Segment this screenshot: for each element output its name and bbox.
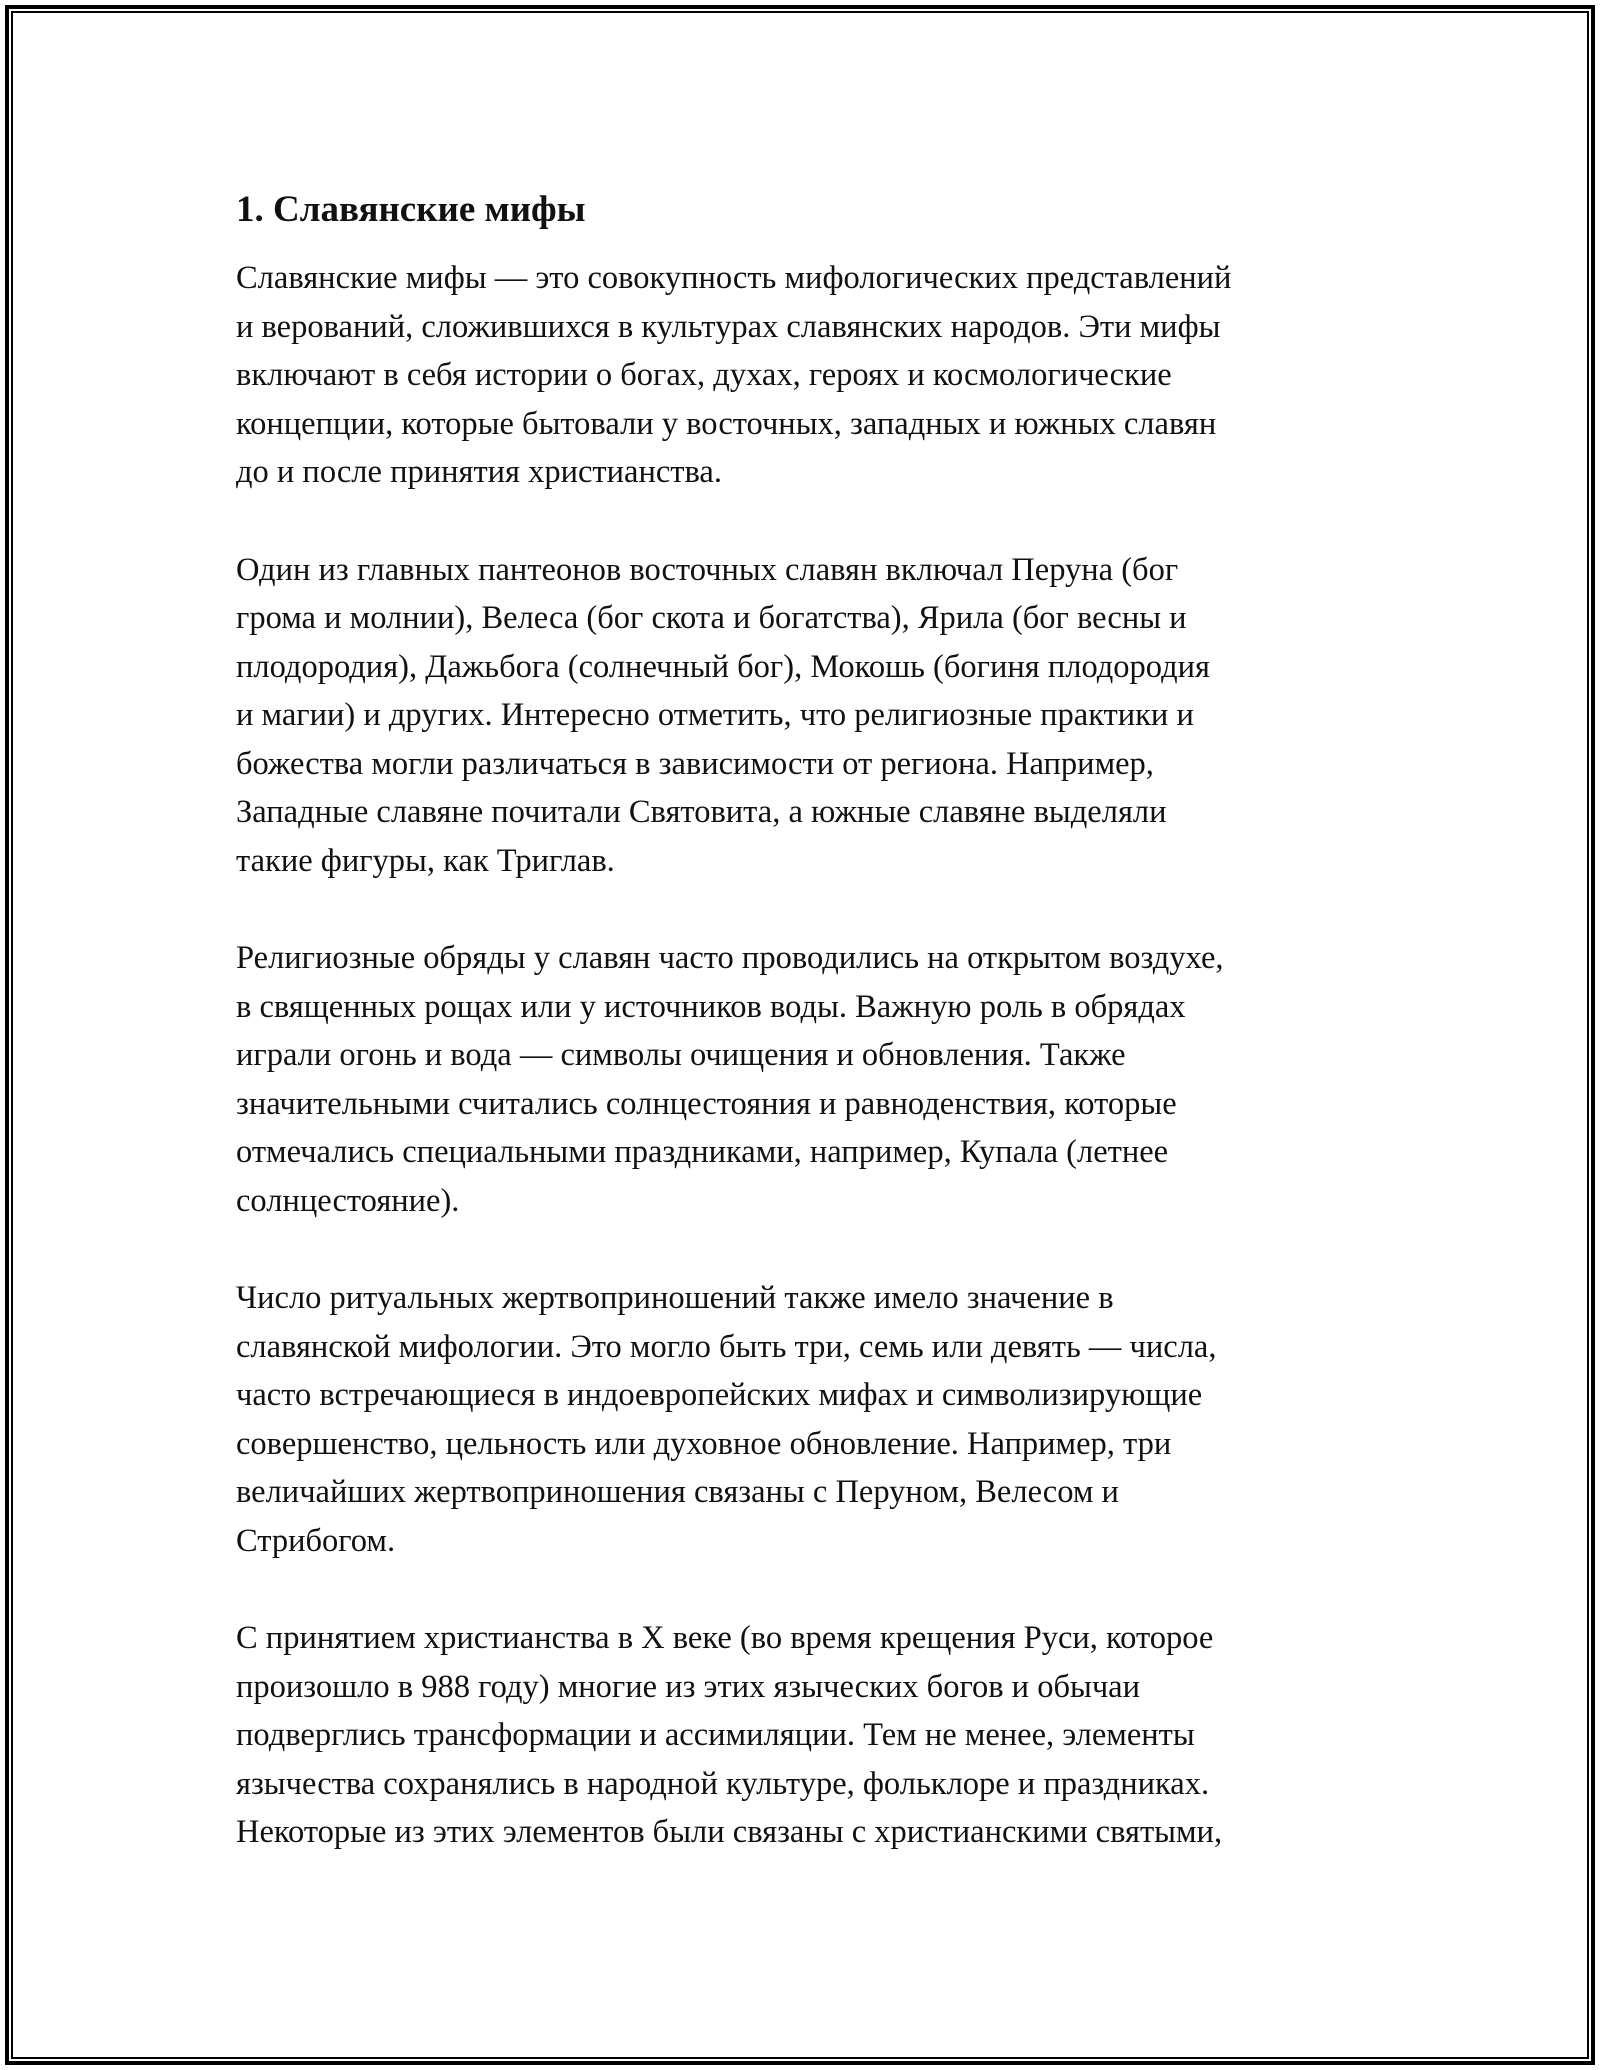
document-body (236, 186, 1376, 1906)
text-line: солнцестояние). (236, 1182, 460, 1219)
text-line: Религиозные обряды у славян часто проводились на открытом воздухе, (236, 940, 1224, 976)
text-line: Стрибогом. (236, 1522, 396, 1559)
text-line: значительными считались солнцестояния и равноденствия, которые (236, 1085, 1177, 1122)
text-line: и верований, сложившихся в культурах славянских народов. Эти мифы (236, 308, 1221, 345)
text-line: Число ритуальных жертвоприношений также имело значение в (236, 1280, 1114, 1316)
text-line: Один из главных пантеонов восточных славян включал Перуна (бог (236, 551, 1179, 588)
section-title: 1. Славянские мифы (236, 189, 586, 230)
text-line: грома и молнии), Велеса (бог скота и богатства), Ярила (бог весны и (236, 600, 1187, 636)
text-line: язычества сохранялись в народной культуре, фольклоре и праздниках. (236, 1765, 1210, 1802)
text-line: Славянские мифы — это совокупность мифологических представлений (236, 260, 1232, 296)
text-line: в священных рощах или у источников воды. Важную роль в обрядах (236, 988, 1186, 1025)
text-line: божества могли различаться в зависимости от региона. Например, (236, 745, 1154, 782)
text-line: Западные славяне почитали Святовита, а южные славяне выделяли (236, 794, 1167, 830)
text-line: С принятием христианства в X веке (во время крещения Руси, которое (236, 1620, 1214, 1656)
text-line: такие фигуры, как Триглав. (236, 842, 615, 879)
text-line: произошло в 988 году) многие из этих языческих богов и обычаи (236, 1668, 1140, 1705)
text-line: величайших жертвоприношения связаны с Перуном, Велесом и (236, 1474, 1119, 1510)
text-line: концепции, которые бытовали у восточных, западных и южных славян (236, 405, 1217, 442)
text-line: подверглись трансформации и ассимиляции. Тем не менее, элементы (236, 1717, 1195, 1753)
text-line: часто встречающиеся в индоевропейских мифах и символизирующие (236, 1377, 1203, 1413)
text-line: отмечались специальными праздниками, например, Купала (летнее (236, 1134, 1169, 1170)
text-line: совершенство, цельность или духовное обновление. Например, три (236, 1425, 1172, 1462)
text-line: играли огонь и вода — символы очищения и обновления. Также (236, 1037, 1126, 1073)
text-line: до и после принятия христианства. (236, 454, 722, 490)
text-line: славянской мифологии. Это могло быть три, семь или девять — числа, (236, 1328, 1217, 1365)
text-line: Некоторые из этих элементов были связаны с христианскими святыми, (236, 1814, 1223, 1850)
text-line: и магии) и других. Интересно отметить, что религиозные практики и (236, 697, 1194, 733)
text-line: плодородия), Дажьбога (солнечный бог), Мокошь (богиня плодородия (236, 648, 1210, 685)
paragraph (236, 254, 1376, 497)
paragraph (236, 1274, 1376, 1565)
paragraph (236, 546, 1376, 886)
text-line: включают в себя истории о богах, духах, героях и космологические (236, 357, 1172, 393)
paragraph (236, 1614, 1376, 1857)
paragraph (236, 934, 1376, 1225)
